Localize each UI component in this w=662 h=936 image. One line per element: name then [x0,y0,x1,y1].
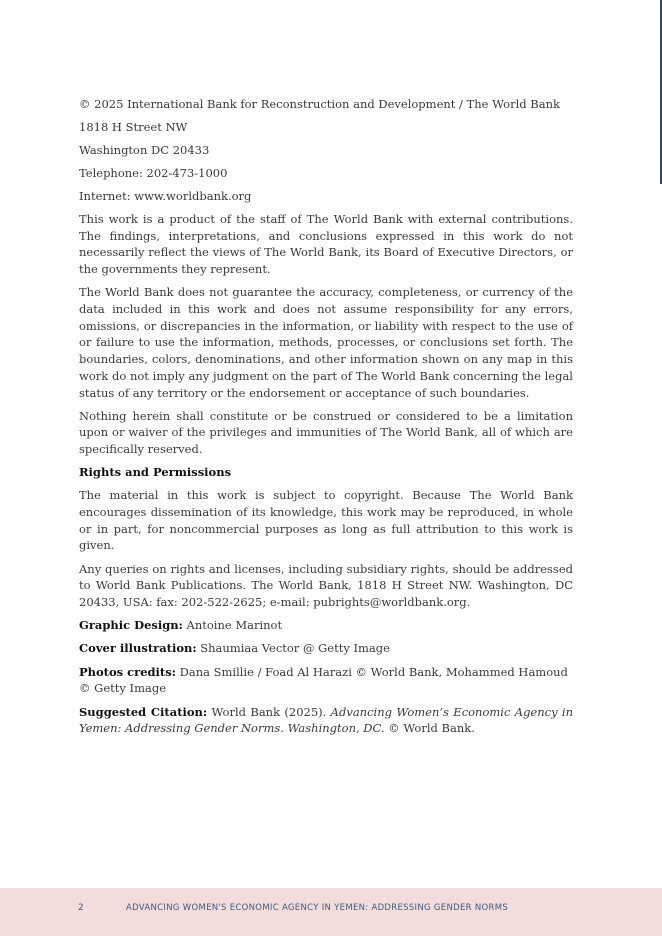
graphic-design-label: Graphic Design: [79,618,183,633]
rights-paragraph-2: Any queries on rights and licenses, including subsidiary rights, should be addressed to World Bank Publications. The World Bank, 1818 H Street NW. Washington, DC 20433, USA: fax: 202-522-2625; e-mail: pubrights@worldbank.org. [79,561,573,610]
running-title: ADVANCING WOMEN'S ECONOMIC AGENCY IN YEMEN: ADDRESSING GENDER NORMS [126,903,509,913]
page-number: 2 [78,903,84,913]
citation-title: Advancing Women’s Economic Agency in Yemen: Addressing Gender Norms. Washington, DC. [79,704,574,736]
copyright-page-content [79,96,573,743]
graphic-design-value: Antoine Marinot [186,618,283,633]
disclaimer-paragraph-1: This work is a product of the staff of The World Bank with external contributions. The findings, interpretations, and conclusions expressed in this work do not necessarily reflect the views of The World Bank, its Board of Executive Directors, or the governments they represent. [79,212,573,277]
cover-illustration-value: Shaumiaa Vector @ Getty Image [200,641,390,656]
suggested-citation [79,704,573,737]
photos-credit-value: Dana Smillie / Foad Al Harazi © World Bank, Mohammed Hamoud © Getty Image [79,664,568,696]
photos-credit [79,664,573,697]
citation-suffix: © World Bank. [388,721,475,736]
rights-heading: Rights and Permissions [79,465,232,480]
cover-illustration-credit [79,640,573,657]
citation-author: World Bank (2025). [211,704,327,719]
address-street: 1818 H Street NW [79,120,188,134]
rights-paragraph-1: The material in this work is subject to copyright. Because The World Bank encourages dissemination of its knowledge, this work may be reproduced, in whole or in part, for noncommercial purposes as long as full attribution to this work is given. [79,488,573,553]
copyright-line: © 2025 International Bank for Reconstruction and Development / The World Bank [79,97,560,111]
disclaimer-paragraph-2: The World Bank does not guarantee the accuracy, completeness, or currency of the data included in this work and does not assume responsibility for any errors, omissions, or discrepancies in the information, or liability with respect to the use of or failure to use the information, methods, processes, or conclusions set forth. The boundaries, colors, denominations, and other information shown on any map in this work do not imply any judgment on the part of The World Bank concerning the legal status of any territory or the endorsement or acceptance of such boundaries. [79,285,573,400]
internet: Internet: www.worldbank.org [79,189,252,203]
citation-label: Suggested Citation: [79,704,208,719]
page-footer [0,888,662,936]
cover-illustration-label: Cover illustration: [79,641,197,656]
photos-credit-label: Photos credits: [79,664,176,679]
graphic-design-credit [79,617,573,634]
address-city: Washington DC 20433 [79,143,210,157]
telephone: Telephone: 202-473-1000 [79,166,228,180]
disclaimer-paragraph-3: Nothing herein shall constitute or be construed or considered to be a limitation upon or waiver of the privileges and immunities of The World Bank, all of which are specifically reserved. [79,408,573,457]
